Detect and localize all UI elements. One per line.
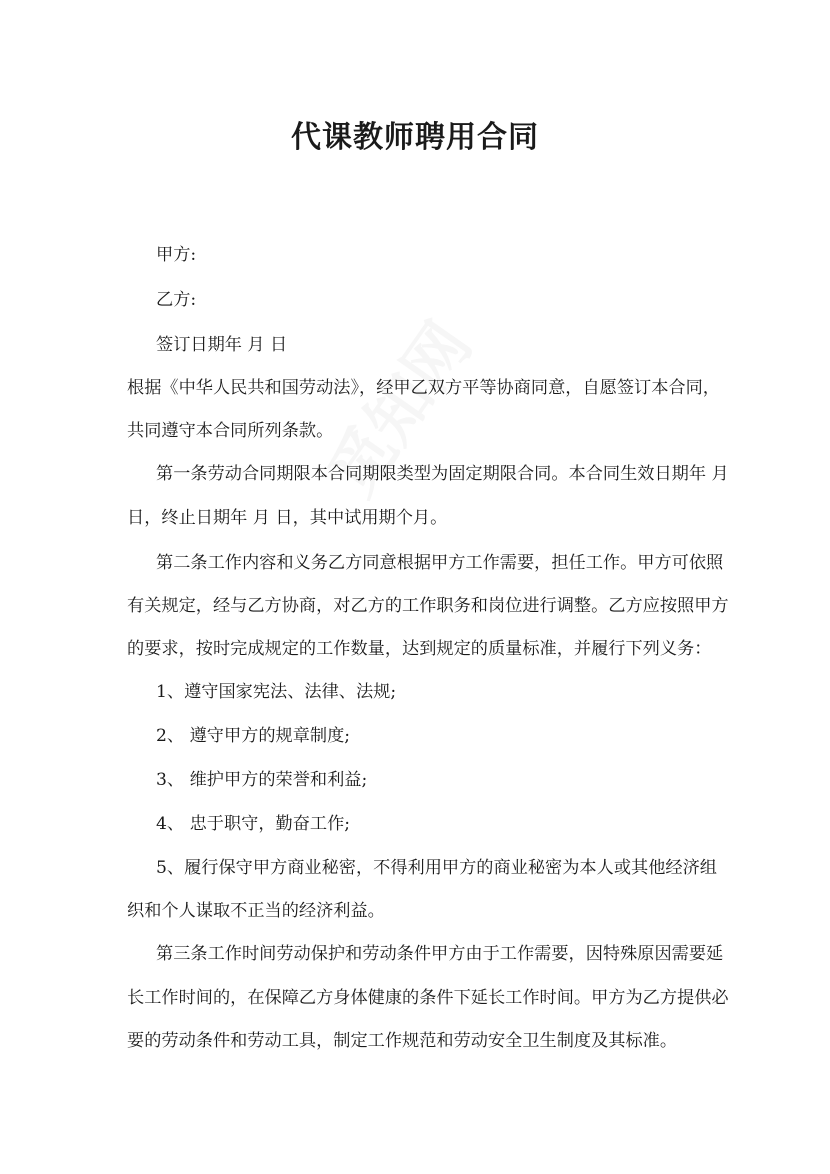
party-a-line: 甲方: — [156, 245, 197, 265]
page-title: 代课教师聘用合同 — [291, 120, 539, 155]
paragraph-line: 共同遵守本合同所列条款。 — [127, 421, 334, 441]
paragraph-line: 第一条劳动合同期限本合同期限类型为固定期限合同。本合同生效日期年 月 — [156, 464, 729, 484]
paragraph-line: 日，终止日期年 月 日，其中试用期个月。 — [127, 508, 448, 528]
party-b-line: 乙方: — [156, 290, 197, 310]
paragraph-line: 的要求，按时完成规定的工作数量，达到规定的质量标准，并履行下列义务： — [127, 639, 712, 659]
list-item: 4、 忠于职守，勤奋工作; — [156, 814, 351, 834]
paragraph-line: 第三条工作时间劳动保护和劳动条件甲方由于工作需要，因特殊原因需要延 — [156, 944, 724, 964]
paragraph-line: 要的劳动条件和劳动工具，制定工作规范和劳动安全卫生制度及其标准。 — [127, 1031, 678, 1051]
paragraph-line: 根据《中华人民共和国劳动法》，经甲乙双方平等协商同意，自愿签订本合同， — [127, 378, 720, 398]
list-item: 5、履行保守甲方商业秘密，不得利用甲方的商业秘密为本人或其他经济组 — [156, 858, 717, 878]
sign-date-line: 签订日期年 月 日 — [156, 335, 288, 355]
list-item: 3、 维护甲方的荣誉和利益; — [156, 770, 368, 790]
paragraph-line: 长工作时间的，在保障乙方身体健康的条件下延长工作时间。甲方为乙方提供必 — [127, 988, 729, 1008]
list-item: 1、遵守国家宪法、法律、法规; — [156, 682, 397, 702]
paragraph-line: 有关规定，经与乙方协商，对乙方的工作职务和岗位进行调整。乙方应按照甲方 — [127, 596, 729, 616]
paragraph-line: 第二条工作内容和义务乙方同意根据甲方工作需要，担任工作。甲方可依照 — [156, 553, 724, 573]
list-item: 2、 遵守甲方的规章制度; — [156, 726, 351, 746]
paragraph-line: 织和个人谋取不正当的经济利益。 — [127, 901, 385, 921]
